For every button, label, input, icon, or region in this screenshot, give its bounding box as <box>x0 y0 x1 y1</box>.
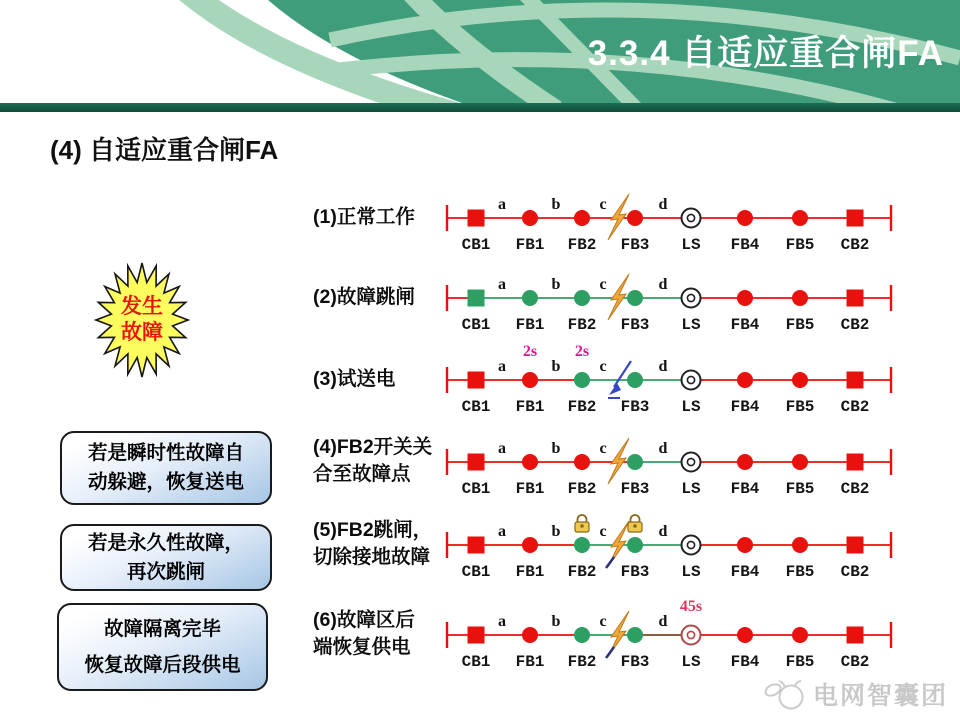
node-label-CB1: CB1 <box>461 236 491 254</box>
node-FB2 <box>574 372 590 388</box>
node-label-FB3: FB3 <box>620 653 650 671</box>
node-CB2 <box>847 210 864 227</box>
node-label-FB3: FB3 <box>620 398 650 416</box>
node-CB1 <box>468 210 485 227</box>
node-label-LS: LS <box>681 236 701 254</box>
node-FB5 <box>792 537 808 553</box>
node-label-FB5: FB5 <box>785 398 815 416</box>
node-label-FB5: FB5 <box>785 653 815 671</box>
segment-label-c: c <box>599 523 607 540</box>
node-FB2 <box>574 210 590 226</box>
burst-line: 故障 <box>121 321 163 344</box>
header <box>0 0 960 103</box>
node-FB2 <box>574 627 590 643</box>
row-label-line: 端恢复供电 <box>313 636 411 658</box>
bolt-shape <box>608 194 629 240</box>
feeder-diagram-row-6 <box>0 585 960 673</box>
node-FB5 <box>792 210 808 226</box>
node-label-FB3: FB3 <box>620 480 650 498</box>
node-CB2 <box>847 372 864 389</box>
note-box-line: 故障隔离完毕 <box>103 618 221 640</box>
segment-label-b: b <box>551 523 561 540</box>
node-label-FB4: FB4 <box>730 653 760 671</box>
segment-label-b: b <box>551 358 561 375</box>
node-label-FB4: FB4 <box>730 398 760 416</box>
node-LS-inner <box>687 214 694 221</box>
node-CB1 <box>468 627 485 644</box>
feeder-diagram-row-5 <box>0 495 960 583</box>
node-LS-inner <box>687 458 694 465</box>
segment-label-a: a <box>498 613 506 630</box>
node-CB2 <box>847 454 864 471</box>
node-CB1 <box>468 454 485 471</box>
node-label-LS: LS <box>681 316 701 334</box>
row-label-line: (6)故障区后 <box>313 609 415 631</box>
watermark <box>763 676 948 712</box>
node-label-CB2: CB2 <box>840 236 870 254</box>
watermark-logo-icon <box>763 677 807 711</box>
node-FB1 <box>522 372 538 388</box>
note-box-line: 再次跳闸 <box>126 560 205 583</box>
node-label-CB2: CB2 <box>840 563 870 581</box>
lock-shackle <box>631 515 640 522</box>
row-label-line: (4)FB2开关关 <box>313 436 433 458</box>
segment-label-c: c <box>599 358 607 375</box>
note-box-line: 恢复故障后段供电 <box>84 654 241 676</box>
node-CB1 <box>468 537 485 554</box>
lock-icon <box>575 515 589 532</box>
segment-label-d: d <box>658 440 668 457</box>
segment-label-a: a <box>498 440 506 457</box>
burst-line: 发生 <box>121 295 163 318</box>
node-label-FB4: FB4 <box>730 563 760 581</box>
node-FB2 <box>574 454 590 470</box>
segment-label-d: d <box>658 523 668 540</box>
node-label-LS: LS <box>681 398 701 416</box>
node-label-FB1: FB1 <box>515 563 545 581</box>
node-label-FB1: FB1 <box>515 653 545 671</box>
node-label-FB4: FB4 <box>730 236 760 254</box>
node-label-CB2: CB2 <box>840 316 870 334</box>
node-LS-inner <box>687 631 694 638</box>
segment-label-b: b <box>551 440 561 457</box>
node-FB3 <box>627 627 643 643</box>
node-label-FB1: FB1 <box>515 398 545 416</box>
node-label-CB1: CB1 <box>461 653 491 671</box>
node-FB3 <box>627 537 643 553</box>
node-FB2 <box>574 290 590 306</box>
page-title: (4) 自适应重合闸FA <box>50 135 279 165</box>
node-CB1 <box>468 290 485 307</box>
bolt-tail <box>606 647 614 658</box>
row-label-line: (2)故障跳闸 <box>313 286 415 308</box>
node-label-FB2: FB2 <box>567 398 597 416</box>
node-label-LS: LS <box>681 480 701 498</box>
feeder-diagram-row-2 <box>0 248 960 336</box>
node-label-CB1: CB1 <box>461 480 491 498</box>
node-FB3 <box>627 372 643 388</box>
note-box-line: 动躲避，恢复送电 <box>87 471 244 493</box>
node-label-FB5: FB5 <box>785 236 815 254</box>
segment-label-b: b <box>551 196 561 213</box>
feeder-diagram-row-4 <box>0 412 960 500</box>
bolt-shape <box>608 274 629 320</box>
node-FB3 <box>627 290 643 306</box>
header-title: 3.3.4 自适应重合闸FA <box>587 34 944 73</box>
node-LS-inner <box>687 541 694 548</box>
node-label-FB2: FB2 <box>567 653 597 671</box>
node-label-FB3: FB3 <box>620 236 650 254</box>
segment-label-d: d <box>658 276 668 293</box>
node-label-FB1: FB1 <box>515 316 545 334</box>
node-label-FB5: FB5 <box>785 316 815 334</box>
node-label-FB5: FB5 <box>785 480 815 498</box>
node-label-FB4: FB4 <box>730 480 760 498</box>
node-label-FB2: FB2 <box>567 563 597 581</box>
divider-bar <box>0 103 960 112</box>
segment-label-c: c <box>599 613 607 630</box>
lightning-bolt-icon <box>608 194 629 240</box>
node-FB4 <box>737 210 753 226</box>
node-label-CB2: CB2 <box>840 480 870 498</box>
feeder-diagram-row-3 <box>0 330 960 418</box>
lock-keyhole <box>633 524 637 528</box>
node-FB4 <box>737 372 753 388</box>
note-box-line: 若是瞬时性故障自 <box>87 442 244 464</box>
bolt-shape <box>608 438 629 484</box>
node-label-FB4: FB4 <box>730 316 760 334</box>
node-FB5 <box>792 627 808 643</box>
segment-label-a: a <box>498 358 506 375</box>
timing-note-45s: 45s <box>679 598 703 615</box>
node-label-CB1: CB1 <box>461 563 491 581</box>
node-label-CB2: CB2 <box>840 398 870 416</box>
timing-note-2s: 2s <box>574 343 590 360</box>
segment-label-d: d <box>658 196 668 213</box>
row-label-line: 合至故障点 <box>313 463 411 485</box>
row-label-line: (1)正常工作 <box>313 206 415 228</box>
row-label-line: 切除接地故障 <box>313 546 431 568</box>
node-LS-inner <box>687 294 694 301</box>
node-FB5 <box>792 290 808 306</box>
segment-label-a: a <box>498 196 506 213</box>
lock-keyhole <box>580 524 584 528</box>
node-CB2 <box>847 290 864 307</box>
segment-label-c: c <box>599 196 607 213</box>
node-FB4 <box>737 454 753 470</box>
node-label-LS: LS <box>681 653 701 671</box>
segment-label-c: c <box>599 276 607 293</box>
node-label-FB3: FB3 <box>620 563 650 581</box>
node-FB3 <box>627 210 643 226</box>
bolt-tail <box>606 557 614 568</box>
node-label-FB2: FB2 <box>567 480 597 498</box>
node-CB1 <box>468 372 485 389</box>
node-FB1 <box>522 454 538 470</box>
note-box-line: 若是永久性故障， <box>87 531 244 554</box>
node-FB4 <box>737 290 753 306</box>
lightning-bolt-icon <box>608 274 629 320</box>
lock-icon <box>628 515 642 532</box>
node-FB4 <box>737 537 753 553</box>
segment-label-b: b <box>551 613 561 630</box>
segment-label-a: a <box>498 523 506 540</box>
row-label-line: (5)FB2跳闸， <box>313 519 433 541</box>
node-label-FB1: FB1 <box>515 236 545 254</box>
node-FB1 <box>522 537 538 553</box>
node-CB2 <box>847 537 864 554</box>
feeder-diagram-row-1 <box>0 168 960 256</box>
node-label-FB1: FB1 <box>515 480 545 498</box>
segment-label-a: a <box>498 276 506 293</box>
node-FB1 <box>522 210 538 226</box>
node-LS-inner <box>687 376 694 383</box>
segment-label-b: b <box>551 276 561 293</box>
segment-label-d: d <box>658 358 668 375</box>
node-label-LS: LS <box>681 563 701 581</box>
row-label-line: (3)试送电 <box>313 368 396 390</box>
node-CB2 <box>847 627 864 644</box>
segment-label-d: d <box>658 613 668 630</box>
node-label-FB2: FB2 <box>567 236 597 254</box>
lightning-bolt-icon <box>608 438 629 484</box>
node-FB4 <box>737 627 753 643</box>
node-label-CB2: CB2 <box>840 653 870 671</box>
watermark-text: 电网智囊团 <box>812 682 948 710</box>
node-FB3 <box>627 454 643 470</box>
node-label-CB1: CB1 <box>461 398 491 416</box>
timing-note-2s: 2s <box>522 343 538 360</box>
node-FB1 <box>522 290 538 306</box>
node-label-CB1: CB1 <box>461 316 491 334</box>
node-FB5 <box>792 454 808 470</box>
node-FB2 <box>574 537 590 553</box>
node-FB5 <box>792 372 808 388</box>
node-label-FB3: FB3 <box>620 316 650 334</box>
node-label-FB2: FB2 <box>567 316 597 334</box>
node-label-FB5: FB5 <box>785 563 815 581</box>
segment-label-c: c <box>599 440 607 457</box>
node-FB1 <box>522 627 538 643</box>
lock-shackle <box>578 515 587 522</box>
